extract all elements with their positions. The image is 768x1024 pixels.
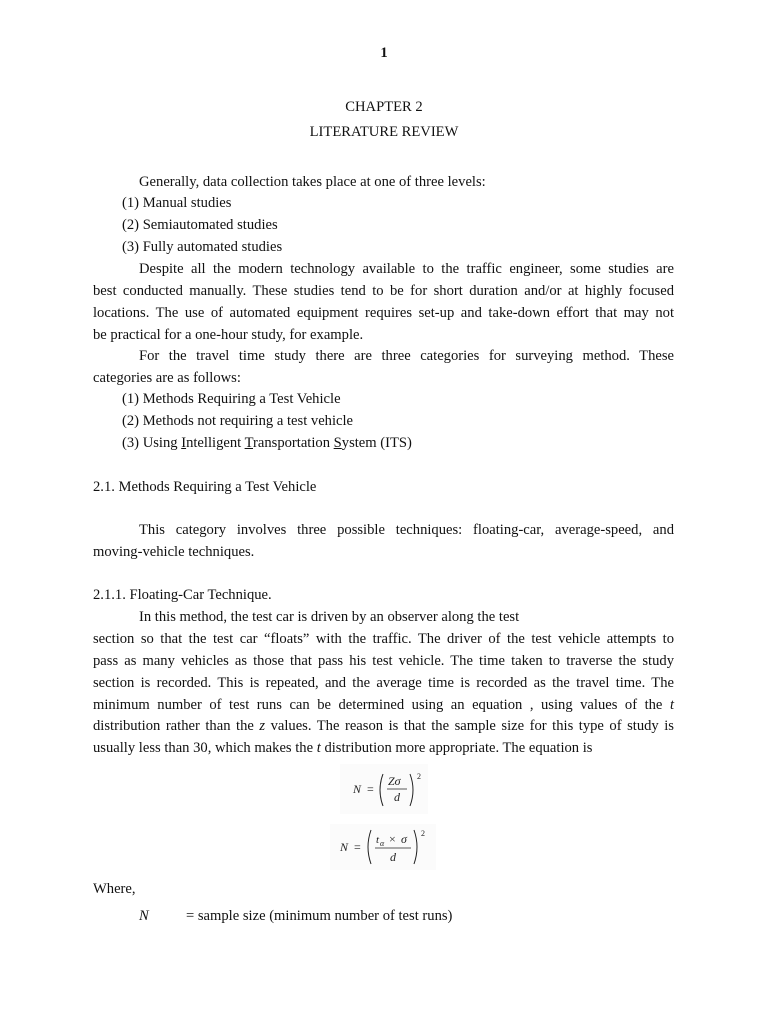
method-item-2: (2) Methods not requiring a test vehicle — [122, 413, 354, 429]
definition-text: = sample size (minimum number of test runs) — [186, 908, 453, 924]
paragraph-1-line: be practical for a one-hour study, for example. — [93, 327, 364, 343]
eq2-right-paren — [414, 830, 417, 864]
paragraph-1-line: locations. The use of automated equipment requires set-up and take-down effort that may not — [93, 305, 674, 321]
paragraph-4-line: pass as many vehicles as those that pass his test vehicle. The time taken to traverse the study — [93, 653, 674, 669]
paragraph-4-line: section is recorded. This is repeated, and the average time is recorded as the travel time. The — [93, 675, 674, 691]
definition-symbol: N — [139, 908, 149, 924]
paragraph-2-line: For the travel time study there are three categories for surveying method. These — [139, 348, 674, 364]
eq2-lhs: N — [340, 840, 349, 854]
paragraph-4-line: usually less than 30, which makes the t distribution more appropriate. The equation is — [93, 740, 593, 756]
eq1-exponent: 2 — [417, 772, 421, 781]
level-item-3: (3) Fully automated studies — [122, 239, 283, 255]
eq2-numerator-sigma: σ — [401, 832, 407, 846]
eq2-numerator-sub: α — [380, 839, 385, 848]
equation-2 — [330, 824, 436, 870]
page-number: 1 — [380, 45, 388, 61]
eq1-numerator: Zσ — [388, 774, 401, 788]
paragraph-4-line: section so that the test car “floats” with the traffic. The driver of the test vehicle attempts to — [93, 631, 674, 647]
eq1-right-paren — [410, 774, 413, 806]
level-item-2: (2) Semiautomated studies — [122, 217, 278, 233]
level-item-1: (1) Manual studies — [122, 195, 232, 211]
eq1-equals: = — [367, 782, 374, 796]
paragraph-2-line: categories are as follows: — [93, 370, 241, 386]
chapter-heading: CHAPTER 2 — [345, 99, 423, 115]
eq2-numerator-t: t — [376, 834, 380, 846]
section-heading-2-1: 2.1. Methods Requiring a Test Vehicle — [93, 479, 317, 495]
eq2-equals: = — [354, 840, 361, 854]
paragraph-1-line: Despite all the modern technology available to the traffic engineer, some studies are — [139, 261, 674, 277]
paragraph-1-line: best conducted manually. These studies tend to be for short duration and/or at highly focused — [93, 283, 674, 299]
eq1-left-paren — [380, 774, 383, 806]
chapter-title: LITERATURE REVIEW — [309, 124, 459, 140]
eq1-lhs: N — [353, 782, 362, 796]
eq2-exponent: 2 — [421, 829, 425, 838]
method-item-3: (3) Using Intelligent Transportation System (ITS) — [122, 435, 412, 451]
section-heading-2-1-1: 2.1.1. Floating-Car Technique. — [93, 587, 272, 603]
eq2-denominator: d — [390, 850, 396, 864]
paragraph-3-line: moving-vehicle techniques. — [93, 544, 255, 560]
paragraph-4-line: minimum number of test runs can be determined using an equation , using values of the t — [93, 697, 674, 713]
paragraph-3-line: This category involves three possible techniques: floating-car, average-speed, and — [139, 522, 674, 538]
paragraph-4-line: distribution rather than the z values. The reason is that the sample size for this type of study is — [93, 718, 674, 734]
eq2-left-paren — [368, 830, 371, 864]
equation-1 — [340, 764, 428, 814]
where-label: Where, — [93, 881, 136, 897]
intro-paragraph: Generally, data collection takes place at one of three levels: — [139, 174, 486, 190]
method-item-1: (1) Methods Requiring a Test Vehicle — [122, 391, 341, 407]
eq2-numerator-times: × — [389, 832, 396, 846]
eq1-denominator: d — [394, 790, 400, 804]
paragraph-4-line: In this method, the test car is driven by an observer along the test — [139, 609, 520, 625]
